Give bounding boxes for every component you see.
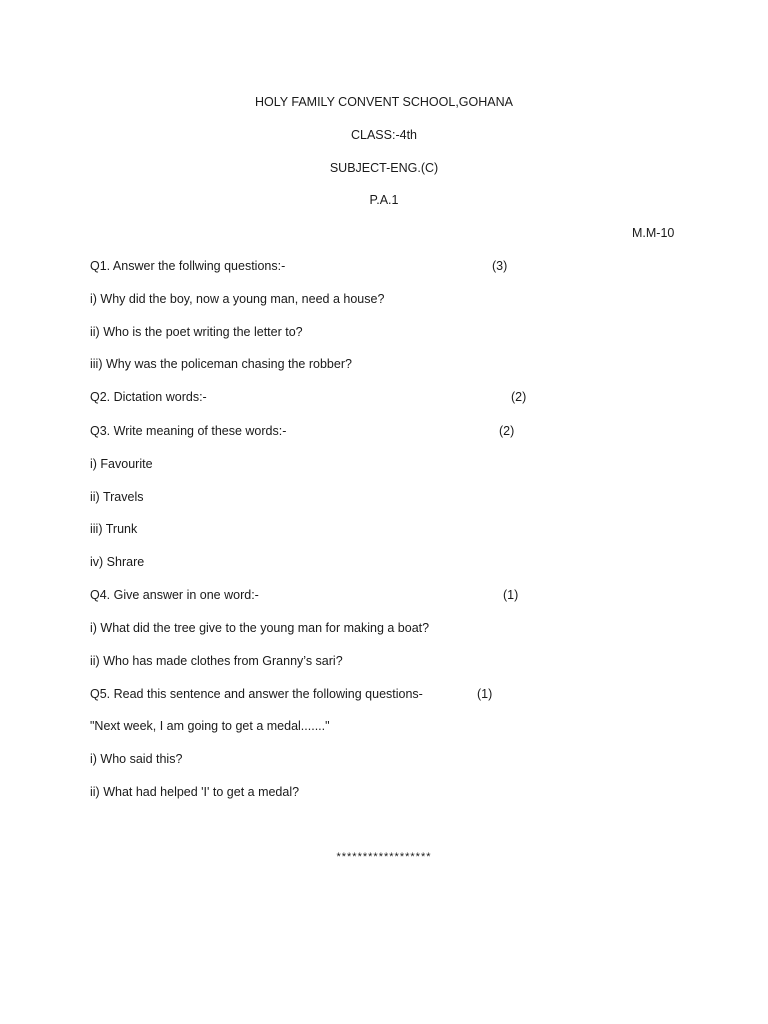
school-name: HOLY FAMILY CONVENT SCHOOL,GOHANA [255,95,513,109]
q2-marks: (2) [511,390,527,404]
max-marks: M.M-10 [632,226,675,240]
q2-title: Q2. Dictation words:- [90,390,207,404]
q3-item-4: iv) Shrare [90,555,145,569]
q3-item-3: iii) Trunk [90,522,138,536]
q3-item-2: ii) Travels [90,490,144,504]
q1-item-2: ii) Who is the poet writing the letter to? [90,325,303,339]
q5-item-2: ii) What had helped 'I' to get a medal? [90,785,300,799]
q4-item-1: i) What did the tree give to the young man for making a boat? [90,621,430,635]
end-divider: ****************** [336,851,432,863]
q1-item-1: i) Why did the boy, now a young man, need a house? [90,292,385,306]
q1-title: Q1. Answer the follwing questions:- [90,259,286,273]
q5-quote: "Next week, I am going to get a medal......." [90,719,330,733]
q4-marks: (1) [503,588,519,602]
q3-marks: (2) [499,424,515,438]
q3-title: Q3. Write meaning of these words:- [90,424,287,438]
q4-item-2: ii) Who has made clothes from Granny’s sari? [90,654,343,668]
exam-label: P.A.1 [369,193,399,207]
q5-title: Q5. Read this sentence and answer the following questions- [90,687,423,701]
q1-item-3: iii) Why was the policeman chasing the robber? [90,357,352,371]
q1-marks: (3) [492,259,508,273]
q3-item-1: i) Favourite [90,457,153,471]
q4-title: Q4. Give answer in one word:- [90,588,259,602]
q5-marks: (1) [477,687,493,701]
q5-item-1: i) Who said this? [90,752,183,766]
subject-label: SUBJECT-ENG.(C) [329,161,439,175]
class-label: CLASS:-4th [350,128,417,142]
